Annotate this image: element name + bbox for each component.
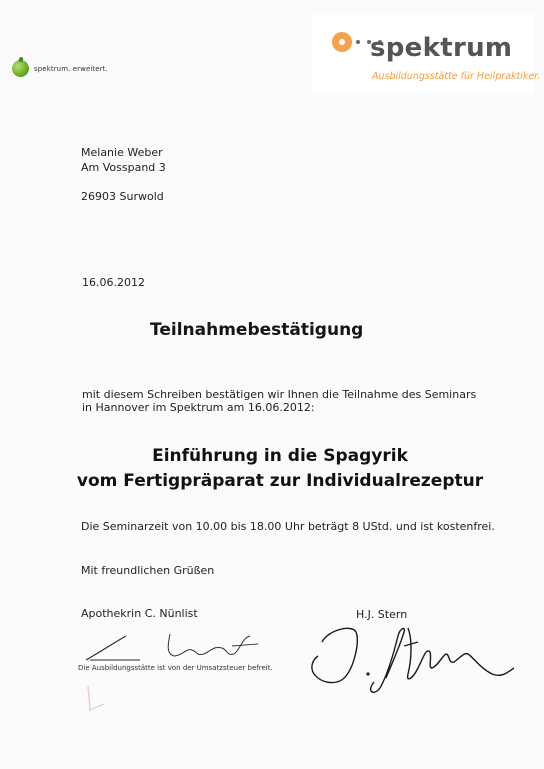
recipient-street: Am Vosspand 3 [81,161,166,174]
logo-orange-circle-icon [332,32,352,52]
spektrum-logo [312,14,541,94]
seminar-title [60,444,500,494]
recipient-city: 26903 Surwold [81,190,164,203]
seminar-time-note: Die Seminarzeit von 10.00 bis 18.00 Uhr beträgt 8 UStd. und ist kostenfrei. [81,520,495,533]
logo-wordmark: spektrum [370,33,513,63]
seminar-title-line-2: vom Fertigpräparat zur Individualrezeptur [76,471,484,491]
body-line-2: in Hannover im Spektrum am 16.06.2012: [82,401,315,414]
faint-stamp-mark [82,680,122,716]
recipient-name: Melanie Weber [81,146,163,159]
body-paragraph [82,388,512,414]
green-apple-icon [12,60,29,77]
brand-tagline: spektrum. erweitert. [34,64,108,73]
signatory-right-name: H.J. Stern [356,608,408,621]
closing-greeting: Mit freundlichen Grüßen [81,564,215,577]
logo-subtitle: Ausbildungsstätte für Heilpraktiker. [372,71,541,82]
signatory-left-name: Apothekrin C. Nünlist [81,607,198,620]
spektrum-erweitert-brand [12,60,108,77]
left-handwritten-signature [82,626,272,666]
document-title: Teilnahmebestätigung [150,320,364,340]
letter-date: 16.06.2012 [82,276,145,289]
tax-exemption-note: Die Ausbildungsstätte ist von der Umsatzsteuer befreit. [78,664,273,672]
right-handwritten-signature [308,618,523,698]
seminar-title-line-1: Einführung in die Spagyrik [152,446,408,466]
body-line-1: mit diesem Schreiben bestätigen wir Ihnen die Teilnahme des Seminars [82,388,477,401]
